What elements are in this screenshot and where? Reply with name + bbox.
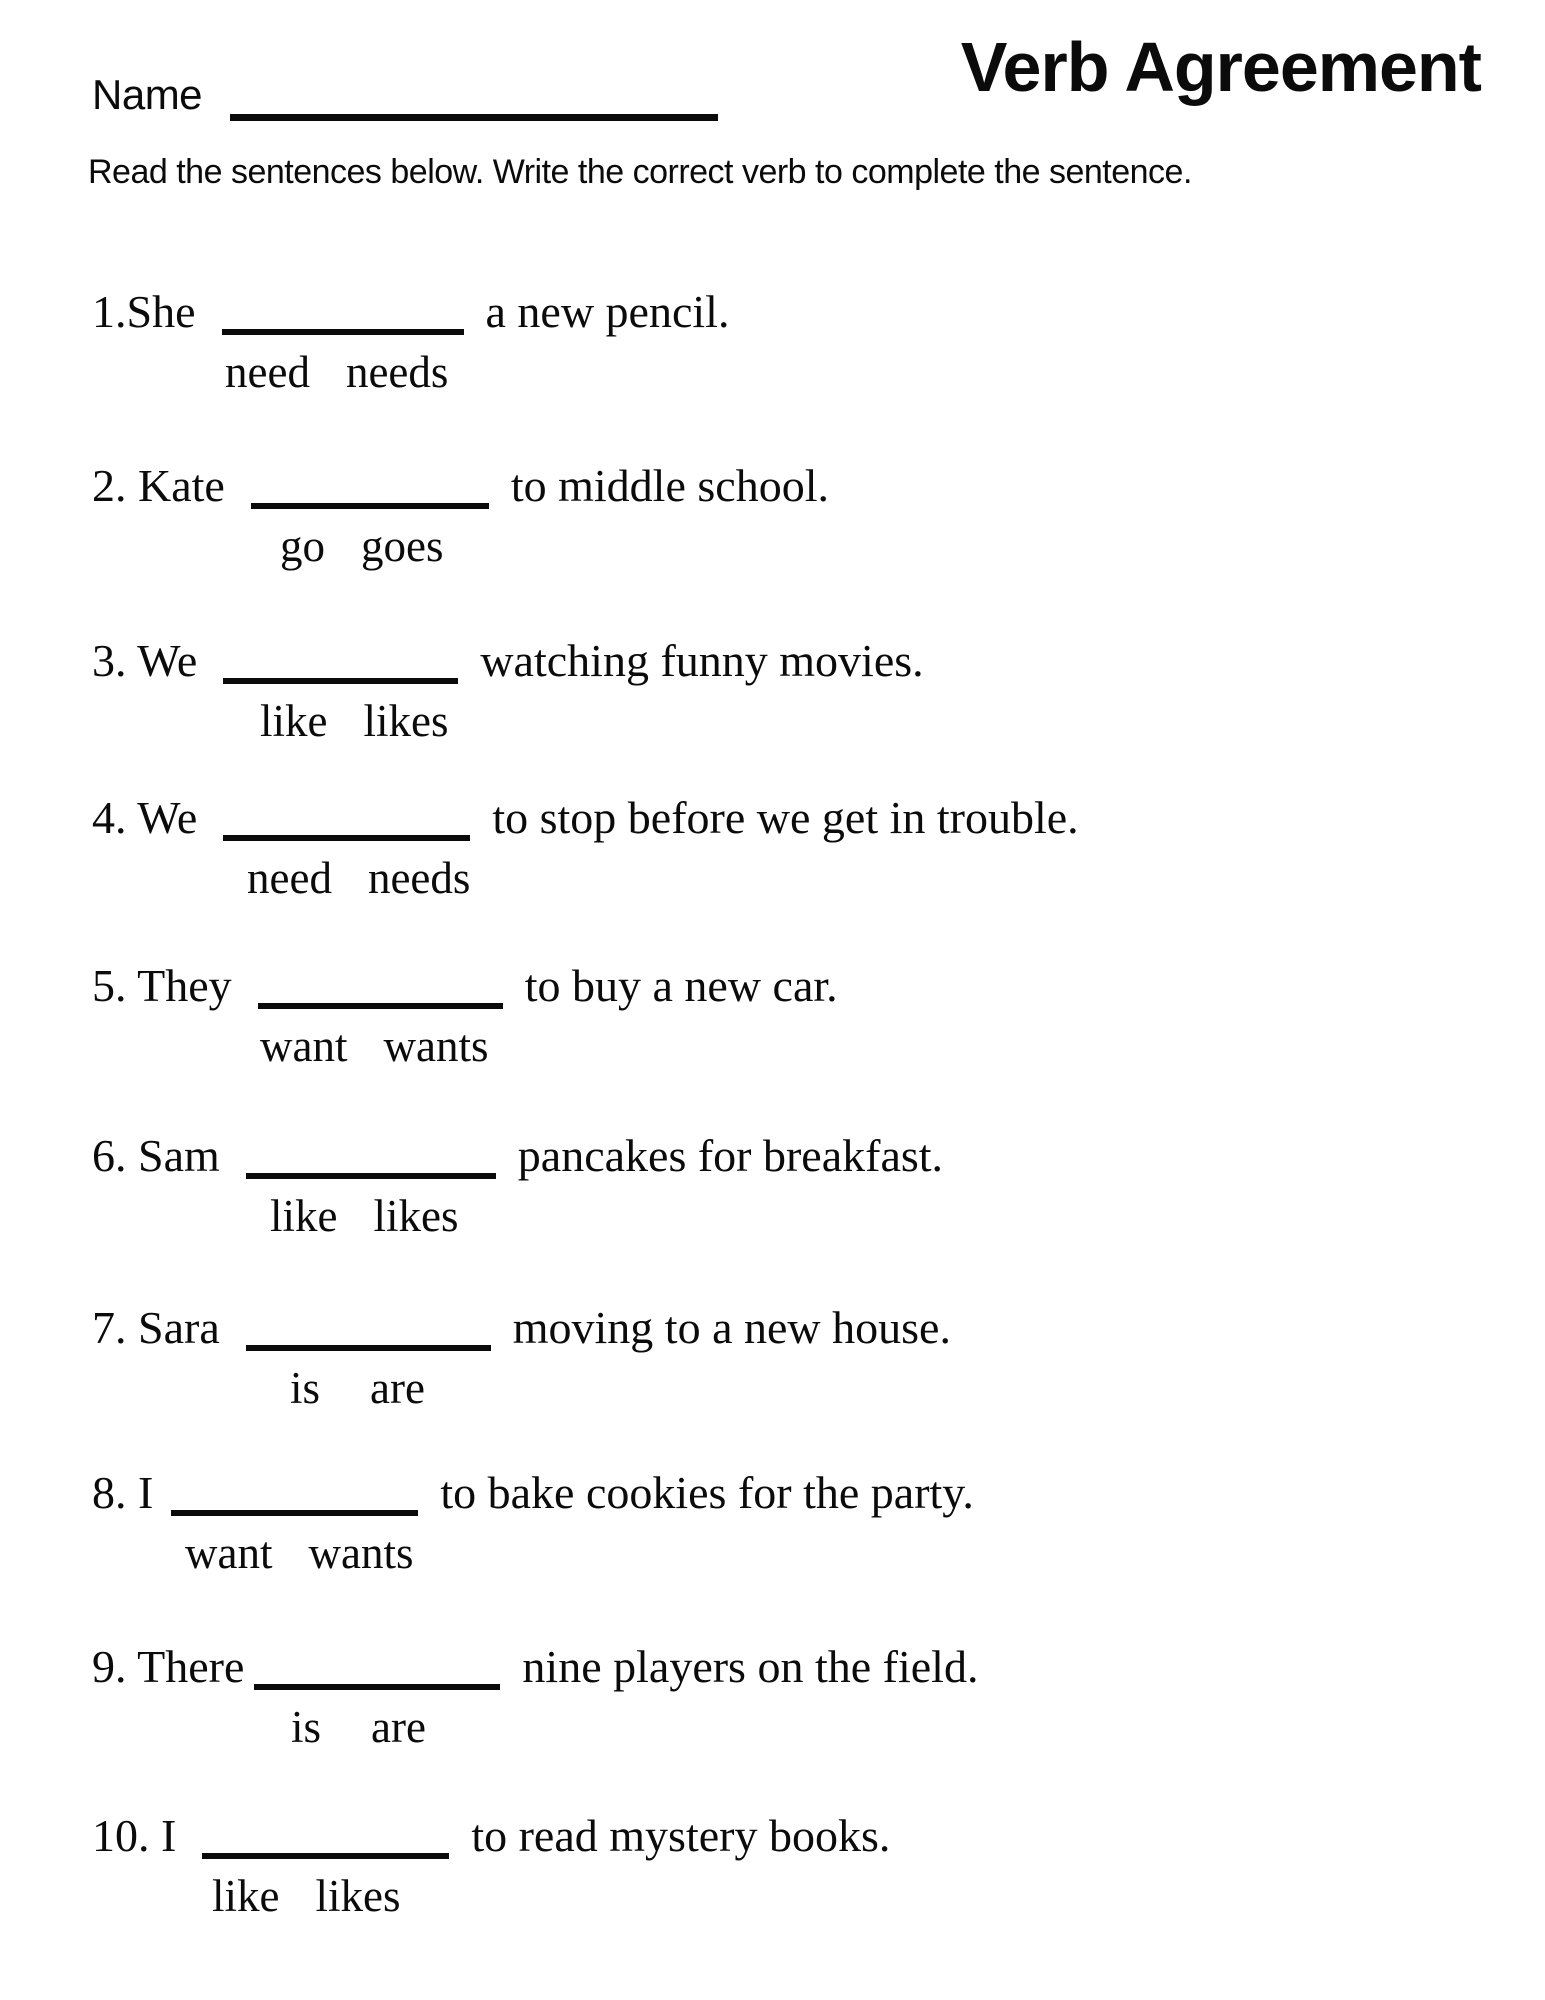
verb-option: want [260,1020,348,1071]
verb-option: wants [383,1020,489,1071]
question-rest: watching funny movies. [480,635,924,686]
question-6 [92,1132,1505,1240]
question-sentence [92,962,1505,1011]
verb-choices [270,1190,1505,1241]
answer-blank[interactable] [223,797,470,841]
question-sentence [92,1643,1505,1692]
verb-option: needs [367,852,471,903]
verb-option: goes [361,520,444,571]
verb-option: need [225,346,310,397]
question-lead: 7. Sara [92,1302,220,1353]
question-sentence [92,794,1505,843]
question-rest: moving to a new house. [512,1302,951,1353]
verb-option: needs [345,346,449,397]
verb-choices [225,346,1505,397]
verb-option: like [260,695,328,746]
verb-option: is [290,1362,321,1413]
question-rest: to read mystery books. [471,1810,891,1861]
question-rest: nine players on the field. [522,1641,979,1692]
verb-option: is [291,1701,322,1752]
question-5 [92,962,1505,1070]
verb-option: likes [363,695,449,746]
page-title: Verb Agreement [960,28,1481,106]
question-rest: to middle school. [510,460,829,511]
answer-blank[interactable] [254,1646,500,1690]
verb-choices [247,852,1505,903]
question-rest: to bake cookies for the party. [440,1467,974,1518]
name-label: Name [92,71,203,118]
verb-option: are [370,1362,425,1413]
question-rest: a new pencil. [485,286,730,337]
answer-blank[interactable] [258,965,503,1009]
verb-option: need [247,852,332,903]
verb-option: likes [315,1870,401,1921]
verb-choices [290,1362,1505,1413]
question-rest: to buy a new car. [524,960,838,1011]
question-lead: 5. They [92,960,232,1011]
answer-blank[interactable] [246,1307,491,1351]
question-lead: 1.She [92,286,196,337]
verb-option: want [185,1527,273,1578]
verb-choices [185,1527,1505,1578]
question-sentence [92,1132,1505,1181]
answer-blank[interactable] [222,291,464,335]
verb-option: like [270,1190,338,1241]
question-rest: pancakes for breakfast. [517,1130,944,1181]
instructions-text: Read the sentences below. Write the correct verb to complete the sentence. [88,153,1192,191]
answer-blank[interactable] [202,1815,449,1859]
question-sentence [92,462,1505,511]
question-9 [92,1643,1505,1751]
question-3 [92,637,1505,745]
question-lead: 3. We [92,635,198,686]
verb-choices [260,695,1505,746]
question-7 [92,1304,1505,1412]
answer-blank[interactable] [171,1472,418,1516]
name-input-line[interactable] [230,114,718,121]
question-lead: 2. Kate [92,460,225,511]
question-2 [92,462,1505,570]
question-1 [92,288,1505,396]
verb-option: like [212,1870,280,1921]
question-lead: 10. I [92,1810,177,1861]
question-lead: 9. There [92,1641,245,1692]
verb-choices [291,1701,1505,1752]
verb-choices [280,520,1505,571]
question-lead: 8. I [92,1467,154,1518]
question-sentence [92,1812,1505,1861]
verb-option: likes [373,1190,459,1241]
verb-option: go [280,520,325,571]
question-lead: 4. We [92,792,198,843]
answer-blank[interactable] [251,465,489,509]
question-sentence [92,1304,1505,1353]
question-lead: 6. Sam [92,1130,220,1181]
question-sentence [92,1469,1505,1518]
verb-choices [260,1020,1505,1071]
verb-option: wants [308,1527,414,1578]
answer-blank[interactable] [223,640,458,684]
question-rest: to stop before we get in trouble. [492,792,1079,843]
question-sentence [92,637,1505,686]
question-sentence [92,288,1505,337]
question-8 [92,1469,1505,1577]
question-4 [92,794,1505,902]
question-10 [92,1812,1505,1920]
verb-option: are [371,1701,426,1752]
answer-blank[interactable] [246,1135,496,1179]
verb-choices [212,1870,1505,1921]
